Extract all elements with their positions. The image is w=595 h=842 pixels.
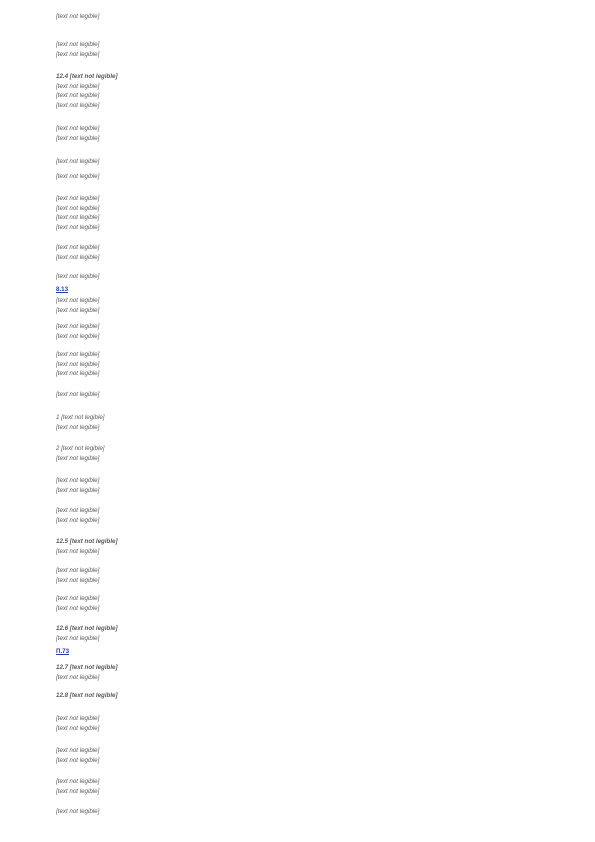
cross-reference-link[interactable]: П.73 bbox=[56, 647, 70, 655]
paragraph-line: [text not legible] bbox=[56, 50, 100, 58]
paragraph-line: [text not legible] bbox=[56, 595, 100, 602]
paragraph bbox=[56, 714, 557, 733]
paragraph bbox=[56, 40, 557, 59]
paragraph bbox=[56, 777, 557, 796]
paragraph-line: [text not legible] bbox=[56, 13, 100, 20]
paragraph bbox=[56, 72, 557, 110]
paragraph bbox=[56, 663, 557, 682]
paragraph-line: [text not legible] bbox=[56, 756, 100, 764]
paragraph-line: [text not legible] bbox=[56, 477, 100, 484]
paragraph-line: [text not legible] bbox=[56, 173, 100, 180]
paragraph-line: [text not legible] bbox=[56, 223, 100, 231]
paragraph-line: 12.4 [text not legible] bbox=[56, 73, 118, 80]
paragraph-line: [text not legible] bbox=[56, 134, 100, 142]
paragraph bbox=[56, 444, 557, 463]
paragraph-line: [text not legible] bbox=[56, 244, 100, 251]
paragraph bbox=[56, 506, 557, 525]
paragraph-line: 12.5 [text not legible] bbox=[56, 538, 118, 545]
paragraph-line: [text not legible] bbox=[56, 297, 100, 304]
paragraph-line: [text not legible] bbox=[56, 370, 100, 378]
paragraph-line: [text not legible] bbox=[56, 423, 100, 431]
paragraph bbox=[56, 172, 557, 182]
paragraph-line: [text not legible] bbox=[56, 391, 100, 398]
paragraph-line: [text not legible] bbox=[56, 332, 100, 340]
paragraph-line: [text not legible] bbox=[56, 323, 100, 330]
paragraph-line: [text not legible] bbox=[56, 125, 100, 132]
paragraph-line: [text not legible] bbox=[56, 516, 100, 524]
paragraph-line: [text not legible] bbox=[56, 778, 100, 785]
paragraph bbox=[56, 624, 557, 661]
paragraph bbox=[56, 350, 557, 379]
paragraph-line: [text not legible] bbox=[56, 604, 100, 612]
paragraph bbox=[56, 12, 557, 22]
cross-reference-link[interactable]: 8.13 bbox=[56, 286, 69, 293]
paragraph-line: [text not legible] bbox=[56, 92, 100, 100]
paragraph-line: [text not legible] bbox=[56, 808, 100, 815]
paragraph-line: [text not legible] bbox=[56, 82, 100, 90]
paragraph bbox=[56, 124, 557, 143]
paragraph-line: [text not legible] bbox=[56, 747, 100, 754]
paragraph bbox=[56, 157, 557, 167]
paragraph-line: [text not legible] bbox=[56, 507, 100, 514]
paragraph-line: [text not legible] bbox=[56, 567, 100, 574]
paragraph bbox=[56, 296, 557, 315]
paragraph bbox=[56, 746, 557, 765]
paragraph-line: [text not legible] bbox=[56, 351, 100, 358]
paragraph bbox=[56, 243, 557, 262]
paragraph-line: [text not legible] bbox=[56, 486, 100, 494]
paragraph-line: [text not legible] bbox=[56, 576, 100, 584]
paragraph-line: [text not legible] bbox=[56, 101, 100, 109]
paragraph-line: [text not legible] bbox=[56, 253, 100, 261]
paragraph bbox=[56, 476, 557, 495]
paragraph-line: [text not legible] bbox=[56, 454, 100, 462]
paragraph bbox=[56, 594, 557, 613]
paragraph-line: [text not legible] bbox=[56, 673, 100, 681]
paragraph bbox=[56, 566, 557, 585]
paragraph-line: [text not legible] bbox=[56, 547, 100, 555]
paragraph bbox=[56, 537, 557, 556]
paragraph-line: [text not legible] bbox=[56, 724, 100, 732]
paragraph-line: 12.8 [text not legible] bbox=[56, 692, 118, 699]
paragraph-line: [text not legible] bbox=[56, 41, 100, 48]
paragraph-line: 12.6 [text not legible] bbox=[56, 625, 118, 632]
paragraph-line: [text not legible] bbox=[56, 214, 100, 222]
paragraph bbox=[56, 194, 557, 232]
paragraph-line: [text not legible] bbox=[56, 158, 100, 165]
paragraph-line: 12.7 [text not legible] bbox=[56, 664, 118, 671]
paragraph bbox=[56, 413, 557, 432]
paragraph-line: [text not legible] bbox=[56, 715, 100, 722]
paragraph-line: [text not legible] bbox=[56, 634, 100, 642]
paragraph-line: [text not legible] bbox=[56, 273, 100, 280]
paragraph bbox=[56, 691, 557, 701]
paragraph-line: 1 [text not legible] bbox=[56, 414, 105, 421]
paragraph-line: [text not legible] bbox=[56, 306, 100, 314]
paragraph-line: [text not legible] bbox=[56, 360, 100, 368]
paragraph-line: 2 [text not legible] bbox=[56, 445, 105, 452]
paragraph bbox=[56, 807, 557, 817]
paragraph bbox=[56, 390, 557, 400]
paragraph bbox=[56, 322, 557, 341]
paragraph-line: [text not legible] bbox=[56, 204, 100, 212]
paragraph-line: [text not legible] bbox=[56, 195, 100, 202]
paragraph-line: [text not legible] bbox=[56, 787, 100, 795]
